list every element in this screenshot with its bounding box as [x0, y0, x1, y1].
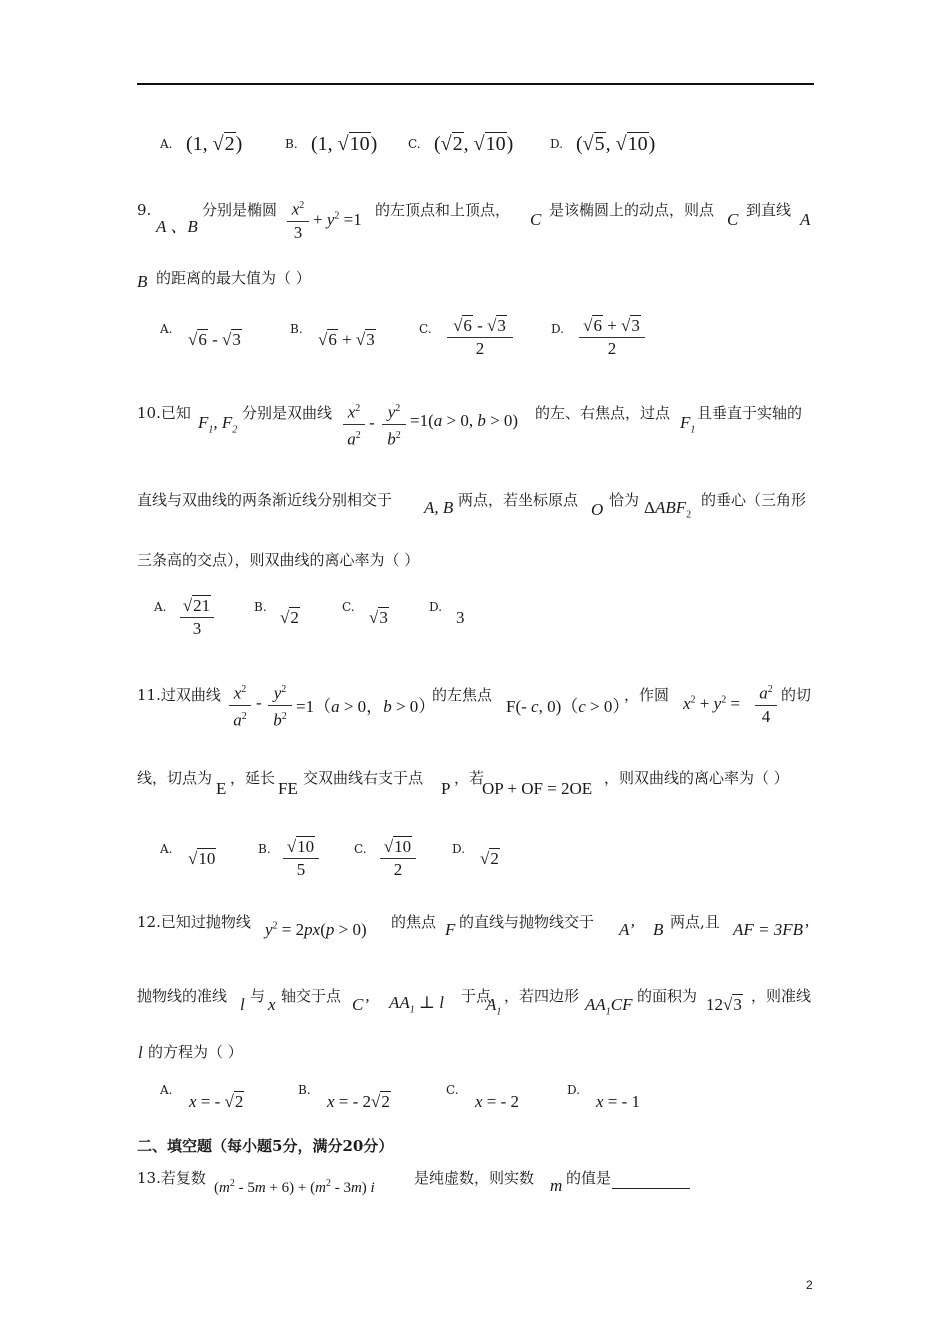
q9-text-3: 是该椭圆上的动点，则点: [549, 201, 715, 219]
q10-label-d: D.: [429, 600, 443, 614]
q9-text-5: 的距离的最大值为（ ）: [156, 269, 311, 287]
q11-frac-y: $y^2$ $b^2$: [268, 680, 292, 730]
q10-number: 10.已知: [137, 404, 191, 422]
q10-math-f1f2: $F_1$, $F_2$: [198, 413, 238, 436]
q10-frac-y: $y^2$ $b^2$: [382, 399, 406, 449]
q12-label-d: D.: [567, 1083, 581, 1097]
q11-text-4: ，延长: [230, 769, 276, 787]
q9-math-b: B: [137, 272, 148, 291]
q9-number: 9.: [137, 201, 152, 219]
q12-ratio: AF = 3FB’: [733, 920, 809, 939]
q10-line-3: 三条高的交点），则双曲线的离心率为（ ）: [137, 551, 420, 569]
q13-text-1: 是纯虚数，则实数: [414, 1169, 535, 1187]
q12-math-x: x: [268, 995, 276, 1014]
q10-math-f1b: $F_1$: [680, 413, 696, 436]
q10-label-c: C.: [342, 600, 355, 614]
q12-quad: $AA_1CF$: [585, 995, 633, 1018]
q11-circle-lhs: $x^2 + y^2$ =: [683, 694, 741, 713]
q11-vector-eq: OP + OF = 2OE: [482, 779, 593, 798]
q10-text-6: 的垂心（三角形: [701, 491, 807, 509]
q10-frac-x: $x^2$ $a^2$: [343, 399, 365, 449]
option-label-b: B.: [285, 137, 298, 151]
q12-text-2: 的直线与抛物线交于: [459, 913, 595, 931]
q9-math-c2: C: [727, 210, 739, 229]
q9-text-4: 到直线: [746, 201, 792, 219]
option-label-d: D.: [550, 137, 564, 151]
q13-math-m: m: [550, 1176, 563, 1195]
q9-option-c: √6 - √3 2: [447, 316, 513, 359]
q11-text-7: ，则双曲线的离心率为（ ）: [604, 769, 789, 787]
q9-label-a: A.: [160, 322, 173, 336]
q11-option-d: √2: [480, 849, 499, 868]
page-number: 2: [806, 1278, 813, 1292]
q11-text-2: ，作圆: [624, 686, 670, 704]
q12-perp: $AA_1$ ⊥ l: [389, 993, 445, 1016]
q13-text-2: 的值是: [566, 1169, 612, 1187]
q12-parabola: $y^2 = 2px(p > 0)$: [265, 920, 367, 939]
q13-answer-blank[interactable]: [612, 1170, 690, 1189]
q10-label-b: B.: [254, 600, 267, 614]
q13-complex: $(m^2 - 5m + 6) + (m^2 - 3m)$ i: [214, 1178, 375, 1196]
option-label-a: A.: [160, 137, 173, 151]
q12-option-c: x = - 2: [475, 1092, 520, 1111]
q9-option-b: √6 + √3: [318, 330, 375, 349]
q12-label-a: A.: [160, 1083, 173, 1097]
q9-fraction: $x^2$ 3: [287, 196, 309, 243]
q10-text-3: 且垂直于实轴的: [697, 404, 803, 422]
q12-math-b: B: [653, 920, 664, 939]
q11-text-1: 的左焦点: [432, 686, 493, 704]
q12-text-9: ，则准线: [751, 987, 812, 1005]
header-rule: [137, 83, 814, 85]
q12-text-6: 于点: [461, 987, 492, 1005]
q10-text-5: 恰为: [609, 491, 640, 509]
q12-number: 12.已知过抛物线: [137, 913, 251, 931]
q9-text-1: 分别是椭圆: [202, 201, 278, 219]
q12-math-c: C’: [352, 995, 369, 1014]
q11-option-b: √10 5: [283, 837, 319, 880]
q12-math-a: A’: [619, 920, 635, 939]
option-label-c: C.: [408, 137, 421, 151]
q10-math-ab: A, B: [424, 498, 454, 517]
q10-math-o: O: [591, 500, 604, 519]
q10-text-1: 分别是双曲线: [242, 404, 333, 422]
q12-text-3: 两点,且: [670, 913, 720, 931]
q11-text-3: 的切: [781, 686, 812, 704]
option-a: (1, √2): [186, 133, 243, 155]
q11-line-2: 线，切点为: [137, 769, 213, 787]
q10-text-2: 的左、右焦点，过点: [535, 404, 671, 422]
q10-option-a: √21 3: [180, 596, 214, 639]
q13-number: 13.若复数: [137, 1169, 206, 1187]
q9-text-2: 的左顶点和上顶点，: [375, 201, 511, 219]
q12-math-l2: l: [138, 1043, 143, 1062]
q9-ellipse-rest: + $y^2 =1$: [313, 210, 362, 229]
q11-frac-x: $x^2$ $a^2$: [229, 680, 251, 730]
q11-math-fe: FE: [278, 779, 298, 798]
q11-circle-rhs: $a^2$ 4: [755, 680, 777, 727]
q11-label-d: D.: [452, 842, 466, 856]
q12-line-3: 的方程为（ ）: [148, 1043, 243, 1061]
q9-option-d: √6 + √3 2: [579, 316, 645, 359]
q10-text-4: 两点，若坐标原点: [458, 491, 579, 509]
q11-focus: F(- c, 0)（c > 0）: [506, 697, 630, 716]
q10-math-triangle: $\Delta ABF_2$: [644, 498, 692, 521]
option-c: (√2, √10): [434, 133, 514, 155]
q10-option-d: 3: [456, 608, 465, 627]
section-2-heading: 二、填空题（每小题5分，满分20分）: [137, 1137, 394, 1155]
q12-math-a1: $A_1$: [486, 995, 502, 1018]
q10-option-c: √3: [369, 608, 388, 627]
q11-label-a: A.: [160, 842, 173, 856]
q11-text-6: ，若: [454, 769, 485, 787]
q9-math-a: A: [800, 210, 811, 229]
q12-label-c: C.: [446, 1083, 459, 1097]
q9-label-c: C.: [419, 322, 432, 336]
q10-condition: =1(a > 0, b > 0): [410, 411, 519, 430]
q12-text-8: 的面积为: [637, 987, 698, 1005]
option-d: (√5, √10): [576, 133, 656, 155]
q12-line-2: 抛物线的准线: [137, 987, 228, 1005]
q12-math-l: l: [240, 995, 245, 1014]
q12-option-a: x = - √2: [189, 1092, 244, 1111]
q12-text-5: 轴交于点: [281, 987, 342, 1005]
q11-label-b: B.: [258, 842, 271, 856]
q12-option-b: x = - 2√2: [327, 1092, 390, 1111]
q9-label-d: D.: [551, 322, 565, 336]
q9-math-ab: A 、B: [156, 217, 198, 236]
option-b: (1, √10): [311, 133, 378, 155]
q12-text-4: 与: [250, 987, 266, 1005]
q11-number: 11.过双曲线: [137, 686, 221, 704]
q12-label-b: B.: [298, 1083, 311, 1097]
q11-option-c: √10 2: [380, 837, 416, 880]
q9-option-a: √6 - √3: [188, 330, 241, 349]
q12-math-f: F: [445, 920, 456, 939]
q11-minus: -: [256, 693, 262, 712]
q11-option-a: √10: [188, 849, 216, 868]
q11-math-e: E: [216, 779, 227, 798]
q11-condition: =1（a > 0，b > 0）: [296, 697, 436, 716]
q10-line-2: 直线与双曲线的两条渐近线分别相交于: [137, 491, 393, 509]
q12-text-7: ，若四边形: [504, 987, 580, 1005]
q12-option-d: x = - 1: [596, 1092, 641, 1111]
q11-label-c: C.: [354, 842, 367, 856]
q10-minus: -: [369, 413, 375, 432]
q9-label-b: B.: [290, 322, 303, 336]
q12-text-1: 的焦点: [391, 913, 437, 931]
q10-option-b: √2: [280, 608, 299, 627]
q11-text-5: 交双曲线右支于点: [303, 769, 424, 787]
q12-area: 12√3: [706, 995, 742, 1014]
q11-math-p: P: [441, 779, 451, 798]
q10-label-a: A.: [154, 600, 167, 614]
q9-math-c1: C: [530, 210, 542, 229]
